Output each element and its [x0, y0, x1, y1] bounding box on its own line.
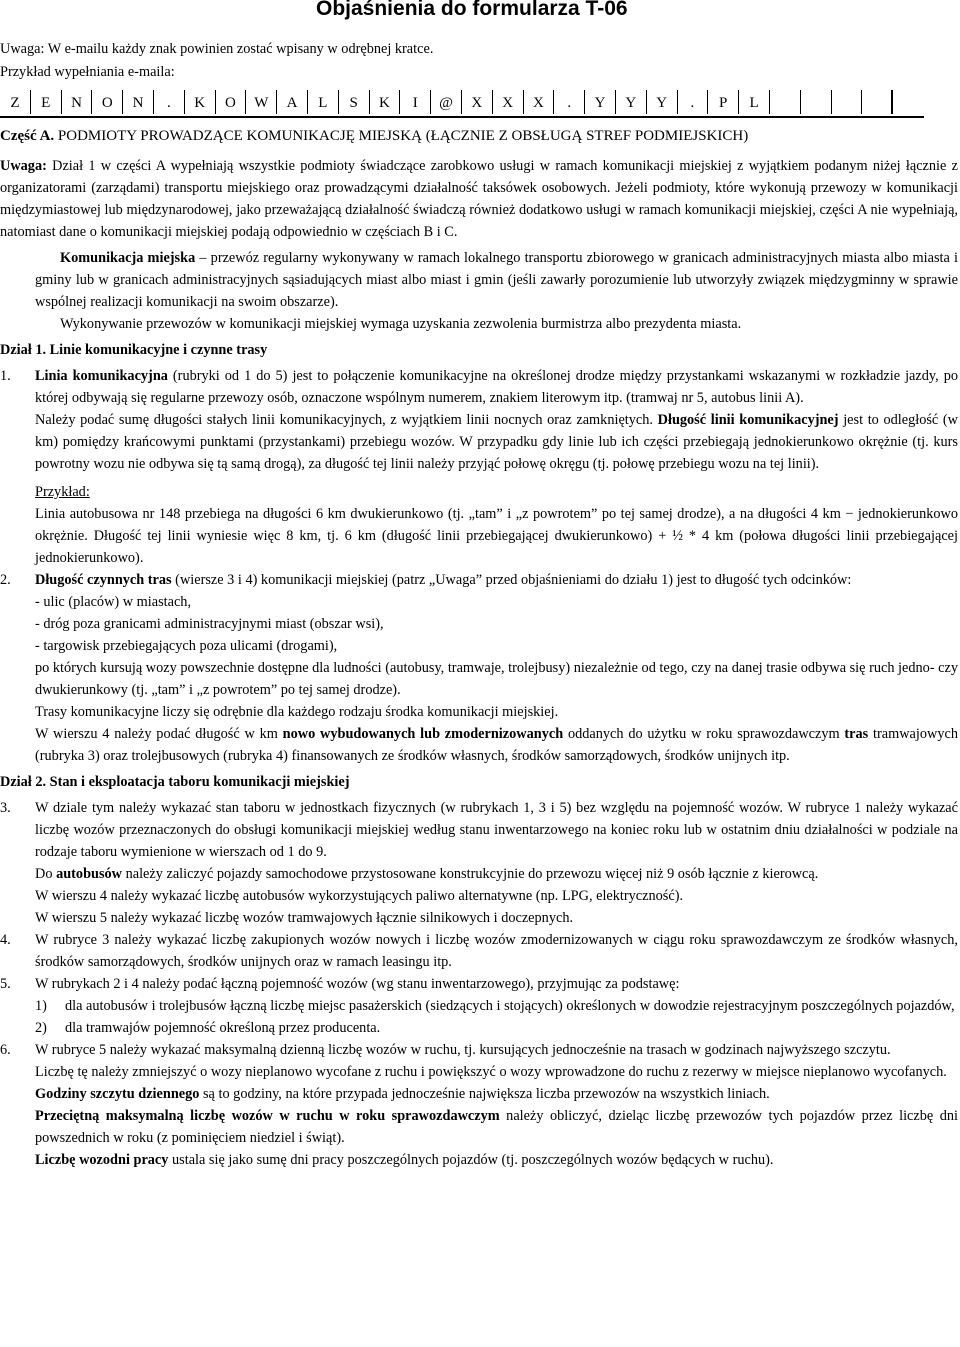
uwaga-paragraph — [0, 155, 958, 243]
item-1-length-paragraph — [35, 409, 958, 475]
item-1-example-label — [35, 481, 958, 503]
w4-c: tramwajowych (rubryka 3) oraz trolejbusowych (rubryka 4) finansowanych ze środków własnych, środków samorządowych, środków unijnych itp. — [35, 726, 958, 764]
section-a-label: Część A. — [0, 128, 55, 144]
item-3-body — [35, 797, 958, 929]
pm-bold: Przeciętną maksymalną liczbę wozów w ruchu w roku sprawozdawczym — [35, 1108, 500, 1124]
item-6-number: 6. — [0, 1042, 11, 1058]
aut-bold: autobusów — [56, 866, 123, 882]
dzial-2-heading: Dział 2. Stan i eksploatacja taboru komunikacji miejskiej — [0, 774, 350, 790]
gs-text: są to godziny, na które przypada jednocześnie największa liczba przewozów na wszystkich liniach. — [199, 1086, 770, 1102]
email-example-label: Przykład wypełniania e-maila: — [0, 64, 175, 80]
item-2-trasy: Trasy komunikacyjne liczy się odrębnie dla każdego rodzaju środka komunikacji miejskiej. — [35, 704, 559, 720]
email-char-box: P — [708, 90, 739, 114]
item-1-term: Linia komunikacyjna — [35, 368, 168, 384]
aut-b: należy zaliczyć pojazdy samochodowe przystosowane konstrukcyjnie do przewozu więcej niż 9 osób łącznie z kierowcą. — [122, 866, 819, 882]
item-3-number: 3. — [0, 800, 11, 816]
item-3-w4: W wierszu 4 należy wykazać liczbę autobusów wykorzystujących paliwo alternatywne (np. LPG, elektryczność). — [35, 888, 684, 904]
sub-1-number: 1) — [35, 998, 47, 1014]
email-char-box: . — [678, 90, 709, 114]
aut-a: Do — [35, 866, 57, 882]
email-char-box: K — [185, 90, 216, 114]
item-5-sub-2 — [35, 1017, 958, 1039]
item-6-przecietna — [35, 1105, 958, 1149]
email-char-box: Y — [616, 90, 647, 114]
email-char-box — [770, 90, 801, 114]
item-1-text: (rubryki od 1 do 5) jest to połączenie komunikacyjne na określonej drodze między przystankami wskazanymi w rozkładzie jazdy, po której odbywają się regularne przewozy osób, oznaczone wspólnym numerem, znakiem literowym itp. (tramwaj nr 5, autobus linii A). — [35, 368, 958, 406]
email-char-box: E — [31, 90, 62, 114]
item-1-p2-term: Długość linii komunikacyjnej — [657, 412, 839, 428]
item-5-number: 5. — [0, 976, 11, 992]
lw-bold: Liczbę wozodni pracy — [35, 1152, 169, 1168]
w4-bold: nowo wybudowanych lub zmodernizowanych — [282, 726, 564, 742]
email-char-box: O — [216, 90, 247, 114]
email-char-box: N — [62, 90, 93, 114]
bullet-2: - dróg poza granicami administracyjnymi miast (obszar wsi), — [35, 616, 384, 632]
pm-text: należy obliczyć, dzieląc liczbę przewozów tych pojazdów przez liczbę dni powszednich w roku (z pominięciem niedziel i świąt). — [35, 1108, 958, 1146]
sub-2-text: dla tramwajów pojemność określoną przez producenta. — [65, 1020, 381, 1036]
email-char-box: @ — [431, 90, 462, 114]
section-a-title — [0, 123, 958, 149]
email-char-box: L — [739, 90, 770, 114]
item-1-p2a: Należy podać sumę długości stałych linii komunikacyjnych, z wyjątkiem linii nocnych oraz zamkniętych. — [35, 412, 658, 428]
item-5 — [0, 973, 958, 1039]
item-6-body — [35, 1039, 958, 1171]
email-char-box: S — [339, 90, 370, 114]
email-char-box: L — [308, 90, 339, 114]
uwaga-label: Uwaga: — [0, 158, 47, 174]
item-2-term: Długość czynnych tras — [35, 572, 172, 588]
item-2-body — [35, 569, 958, 767]
email-char-box — [862, 90, 893, 114]
sub-2-number: 2) — [35, 1020, 47, 1036]
bullet-1: - ulic (placów) w miastach, — [35, 594, 192, 610]
item-6-p2: Liczbę tę należy zmniejszyć o wozy nieplanowo wycofane z ruchu i powiększyć o wozy wprowadzone do ruchu z rezerwy w miejsce nieplanowo wycofanych. — [35, 1064, 947, 1080]
email-char-box — [801, 90, 832, 114]
email-char-box: A — [277, 90, 308, 114]
email-char-box: I — [400, 90, 431, 114]
email-char-box: N — [123, 90, 154, 114]
document-body — [0, 123, 958, 1171]
email-char-box: . — [154, 90, 185, 114]
email-example-boxes — [0, 90, 924, 118]
email-char-box: X — [493, 90, 524, 114]
email-char-box: Y — [585, 90, 616, 114]
email-char-box: W — [246, 90, 277, 114]
item-6-text: W rubryce 5 należy wykazać maksymalną dzienną liczbę wozów w ruchu, tj. kursujących jednocześnie na trasach w godzinach najwyższego szczytu. — [35, 1042, 891, 1058]
w4-a: W wierszu 4 należy podać długość w km — [35, 726, 283, 742]
email-char-box: X — [524, 90, 555, 114]
item-2-text: (wiersze 3 i 4) komunikacji miejskiej (patrz „Uwaga” przed objaśnieniami do działu 1) jest to długość tych odcinków: — [171, 572, 852, 588]
item-6-wozodni — [35, 1149, 958, 1171]
email-char-box: Z — [0, 90, 31, 114]
item-6-godziny — [35, 1083, 958, 1105]
item-3-autobusy — [35, 863, 958, 885]
lw-text: ustala się jako sumę dni pracy poszczególnych pojazdów (tj. poszczególnych wozów będących w ruchu). — [168, 1152, 774, 1168]
item-1 — [0, 365, 958, 569]
item-2-after: po których kursują wozy powszechnie dostępne dla ludności (autobusy, tramwaje, trolejbusy) niezależnie od tego, czy na danej trasie odbywa się ruch jedno- czy dwukierunkowy (tj. „tam” i „z powrotem” po tej samej drodze). — [35, 660, 958, 698]
item-2-w4-paragraph — [35, 723, 958, 767]
komunikacja-paragraph — [0, 247, 958, 313]
item-2 — [0, 569, 958, 767]
item-4-text: W rubryce 3 należy wykazać liczbę zakupionych wozów nowych i liczbę wozów zmodernizowanych w ciągu roku sprawozdawczym ze środków własnych, środków samorządowych, środków unijnych oraz w ramach leasingu itp. — [35, 932, 958, 970]
item-5-text: W rubrykach 2 i 4 należy podać łączną pojemność wozów (wg stanu inwentarzowego), przyjmując za podstawę: — [35, 976, 680, 992]
item-1-body — [35, 365, 958, 569]
bullet-3: - targowisk przebiegających poza ulicami (drogami), — [35, 638, 338, 654]
email-char-box — [832, 90, 863, 114]
komunikacja-text: – przewóz regularny wykonywany w ramach lokalnego transportu zbiorowego w granicach administracyjnych miasta albo miasta i gminy lub w granicach administracyjnych sąsiadujących miast albo miast i gmin (jeśli zawarły porozumienie lub utworzyły związek międzygminny w sprawie wspólnej realizacji komunikacji na swoim obszarze). — [35, 250, 958, 310]
item-5-body — [35, 973, 958, 1039]
email-char-box: O — [92, 90, 123, 114]
w4-bold2: tras — [844, 726, 869, 742]
email-char-box: Y — [647, 90, 678, 114]
item-5-sub-1 — [35, 995, 958, 1017]
item-4 — [0, 929, 958, 973]
w4-b: oddanych do użytku w roku sprawozdawczym — [563, 726, 845, 742]
item-2-definition — [35, 569, 958, 591]
item-6 — [0, 1039, 958, 1171]
uwaga-text: Dział 1 w części A wypełniają wszystkie podmioty świadczące zarobkowo usługi w ramach komunikacji miejskiej z wyjątkiem podanym niżej łącznie z organizatorami (zarządami) transportu miejskiego oraz prowadzącymi działalność taksówek osobowych. Jeżeli podmioty, które wykonują przewozy w komunikacji międzymiastowej lub międzynarodowej, jako przeważającą działalność świadczą również dodatkowo usługi w ramach komunikacji miejskiej, części A nie wypełniają, natomiast dane o komunikacji miejskiej podają odpowiednio w częściach B i C. — [0, 158, 958, 240]
item-2-number: 2. — [0, 572, 11, 588]
item-3 — [0, 797, 958, 929]
item-4-number: 4. — [0, 932, 11, 948]
email-char-box: . — [554, 90, 585, 114]
item-1-number: 1. — [0, 368, 11, 384]
page-title: Objaśnienia do formularza T-06 — [316, 0, 628, 20]
komunikacja-term: Komunikacja miejska — [60, 250, 196, 266]
dzial-1-heading: Dział 1. Linie komunikacyjne i czynne trasy — [0, 342, 268, 358]
gs-bold: Godziny szczytu dziennego — [35, 1086, 200, 1102]
email-char-box: X — [462, 90, 493, 114]
section-a-heading: PODMIOTY PROWADZĄCE KOMUNIKACJĘ MIEJSKĄ (ŁĄCZNIE Z OBSŁUGĄ STREF PODMIEJSKICH) — [54, 128, 749, 144]
item-3-text: W dziale tym należy wykazać stan taboru w jednostkach fizycznych (w rubrykach 1, 3 i 5) bez względu na pojemność wozów. W rubryce 1 należy wykazać liczbę wozów przeznaczonych do obsługi komunikacji miejskiej według stanu inwentarzowego na koniec roku lub w ostatnim dniu działalności w podziale na rodzaje taboru wymienione w wierszach od 1 do 9. — [35, 800, 958, 860]
item-1-p2b: jest to odległość (w km) pomiędzy krańcowymi punktami (przystankami) przebiegu wozów. W przypadku gdy linie lub ich części przebiegają jednokierunkowo okrężnie (tj. kurs powrotny wozu nie odbywa się tą samą drogą), za długość tej linii należy przyjąć połowę okręgu (tj. połowę przebiegu wozu na tej linii). — [35, 412, 959, 472]
email-char-box: K — [370, 90, 401, 114]
sub-1-text: dla autobusów i trolejbusów łączną liczbę miejsc pasażerskich (siedzących i stojących) określonych w dowodzie rejestracyjnym poszczególnych pojazdów, — [65, 998, 955, 1014]
email-note: Uwaga: W e-mailu każdy znak powinien zostać wpisany w odrębnej kratce. — [0, 41, 434, 57]
item-1-example-text: Linia autobusowa nr 148 przebiega na długości 6 km dwukierunkowo (tj. „tam” i „z powrotem” po tej samej drodze), a na długości 4 km − jednokierunkowo okrężnie. Długość tej linii wyniesie więc 8 km, tj. 6 km (długość linii przebiegającej dwukierunkowo) + ½ * 4 km (połowa długości linii przebiegającej jednokierunkowo). — [35, 506, 958, 566]
example-label: Przykład: — [35, 484, 90, 500]
item-3-w5: W wierszu 5 należy wykazać liczbę wozów tramwajowych łącznie silnikowych i doczepnych. — [35, 910, 574, 926]
zezwolenie-paragraph: Wykonywanie przewozów w komunikacji miejskiej wymaga uzyskania zezwolenia burmistrza albo prezydenta miasta. — [60, 316, 742, 332]
item-1-definition — [35, 365, 958, 409]
